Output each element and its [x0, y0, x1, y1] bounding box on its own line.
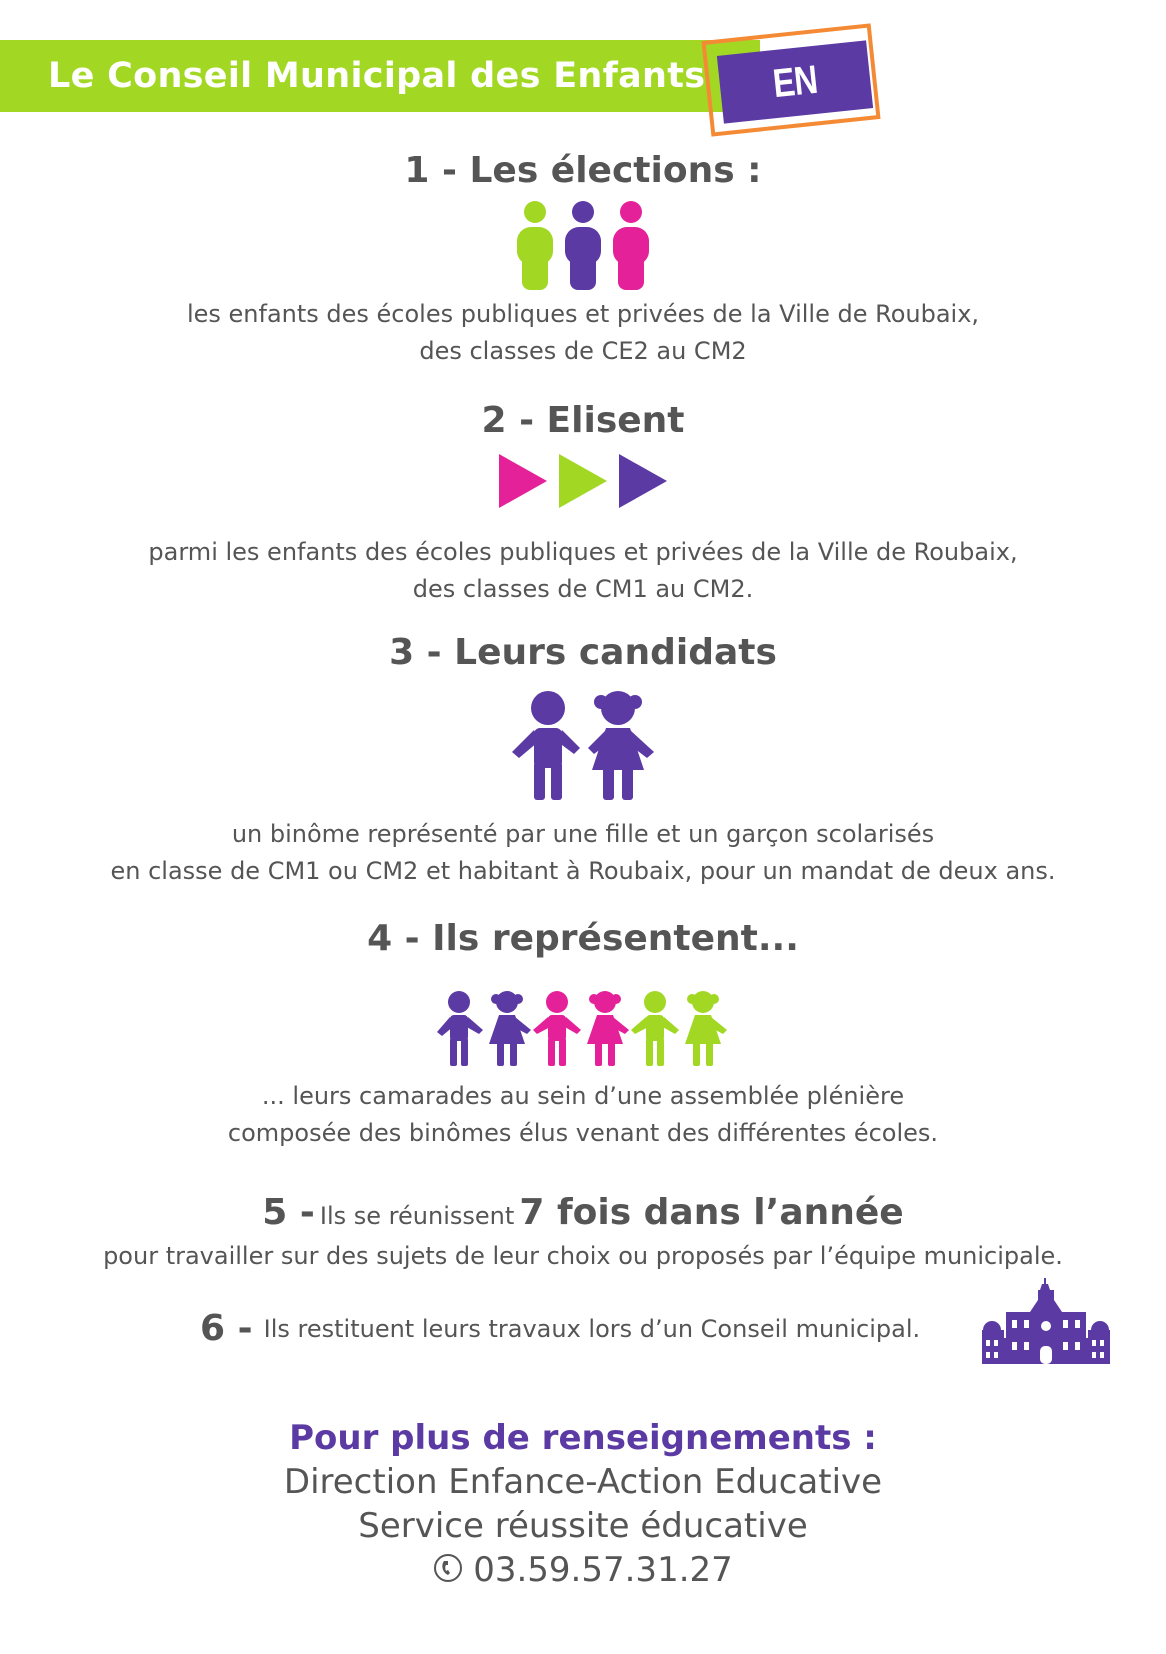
town-hall-icon — [980, 1278, 1112, 1372]
section-6 — [200, 1308, 920, 1368]
contact-phone-row — [0, 1550, 1166, 1592]
section-3-text — [0, 816, 1166, 890]
section-4-heading: 4 - Ils représentent... — [367, 918, 799, 959]
section-1-line-1: les enfants des écoles publiques et privées de la Ville de Roubaix, — [186, 300, 980, 328]
three-people-icon — [0, 200, 1166, 296]
section-6-number: 6 - — [200, 1308, 253, 1349]
section-2-line-2: des classes de CM1 au CM2. — [412, 575, 754, 603]
boy-girl-pair-icon — [0, 690, 1166, 806]
phone-icon — [433, 1552, 463, 1592]
section-4-text — [0, 1078, 1166, 1152]
section-3-line-2: en classe de CM1 ou CM2 et habitant à Roubaix, pour un mandat de deux ans. — [110, 857, 1056, 885]
page-title: Le Conseil Municipal des Enfants — [48, 56, 706, 96]
three-arrows-icon — [0, 452, 1166, 514]
contact-phone[interactable]: 03.59.57.31.27 — [473, 1550, 733, 1590]
section-5-number: 5 - — [262, 1192, 315, 1233]
section-1-text — [0, 296, 1166, 370]
section-5-intro: Ils se réunissent — [319, 1202, 515, 1230]
contact-service: Service réussite éducative — [358, 1506, 808, 1546]
section-2-line-1: parmi les enfants des écoles publiques et privées de la Ville de Roubaix, — [148, 538, 1018, 566]
section-2-heading: 2 - Elisent — [481, 400, 685, 441]
section-5-line: pour travailler sur des sujets de leur choix ou proposés par l’équipe municipale. — [103, 1242, 1063, 1270]
section-1-line-2: des classes de CE2 au CM2 — [419, 337, 747, 365]
children-chain-icon — [0, 990, 1166, 1074]
contact-title: Pour plus de renseignements : — [289, 1418, 877, 1458]
section-3-line-1: un binôme représenté par une fille et un garçon scolarisés — [231, 820, 935, 848]
section-3-heading: 3 - Leurs candidats — [389, 632, 777, 673]
section-5-frequency: 7 fois dans l’année — [519, 1192, 904, 1233]
header-banner — [0, 40, 760, 112]
en-bref-badge — [704, 30, 884, 177]
section-5-heading — [0, 1192, 1166, 1233]
section-4-line-1: ... leurs camarades au sein d’une assemblée plénière — [261, 1082, 905, 1110]
badge-label: EN BREF — [757, 57, 848, 177]
section-5-text — [0, 1238, 1166, 1275]
section-6-text: Ils restituent leurs travaux lors d’un Conseil municipal. — [263, 1314, 921, 1343]
section-2-text — [0, 534, 1166, 608]
section-1-heading: 1 - Les élections : — [404, 150, 762, 191]
contact-direction: Direction Enfance-Action Educative — [283, 1462, 883, 1502]
section-4-line-2: composée des binômes élus venant des différentes écoles. — [227, 1119, 939, 1147]
